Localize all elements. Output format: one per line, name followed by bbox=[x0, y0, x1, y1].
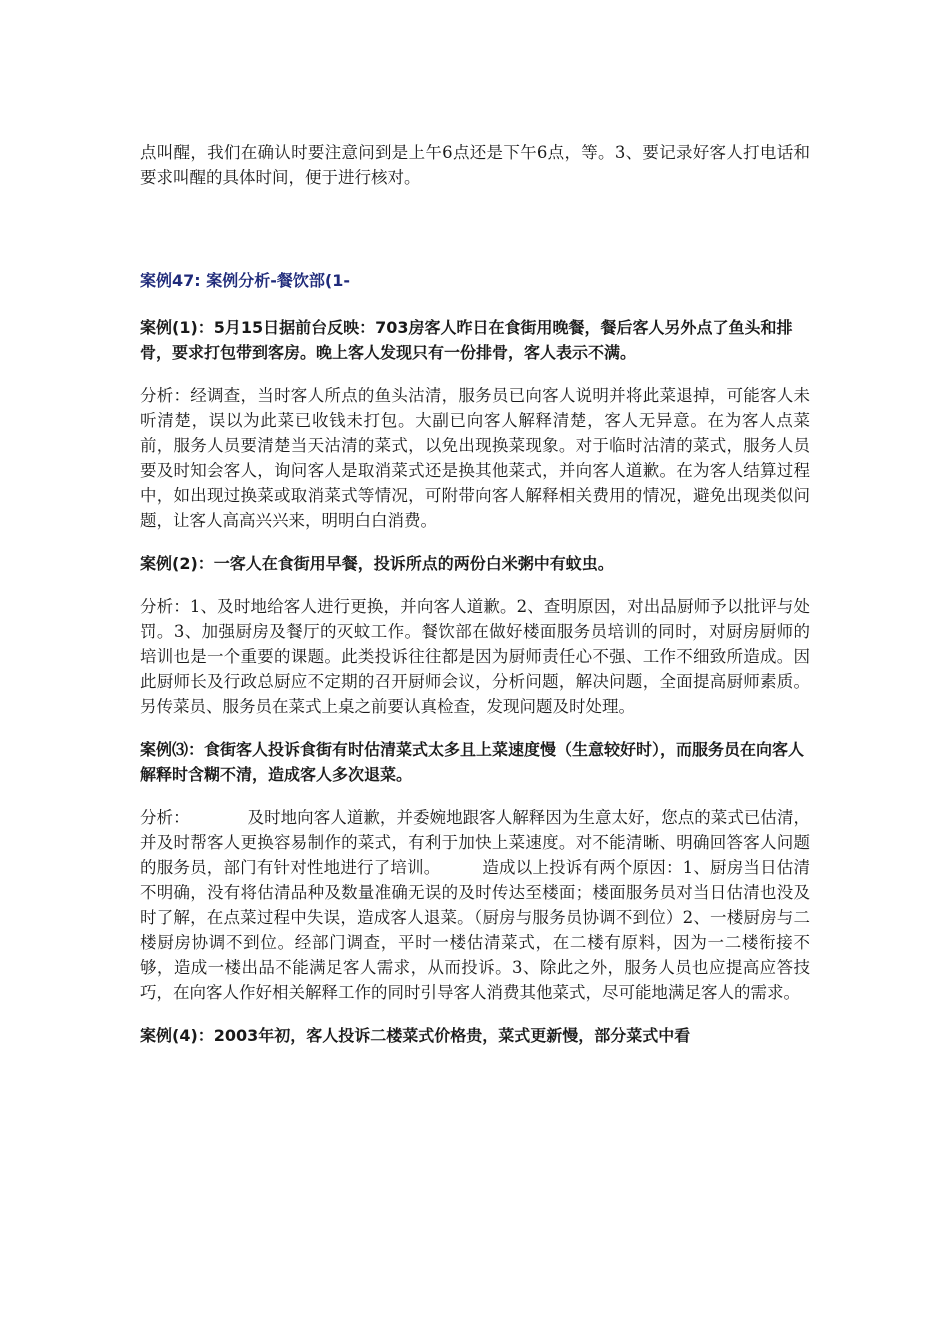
continued-paragraph: 点叫醒，我们在确认时要注意问到是上午6点还是下午6点，等。3、要记录好客人打电话和要求叫醒的具体时间，便于进行核对。 bbox=[140, 143, 810, 187]
case-4-heading: 案例(4)：2003年初，客人投诉二楼菜式价格贵，菜式更新慢，部分菜式中看 bbox=[140, 1026, 691, 1045]
case-1-analysis: 分析：经调查，当时客人所点的鱼头沽清，服务员已向客人说明并将此菜退掉，可能客人未听清楚，误以为此菜已收钱未打包。大副已向客人解释清楚，客人无异意。在为客人点菜前，服务人员要清楚当天沽清的菜式，以免出现换菜现象。对于临时沽清的菜式，服务人员要及时知会客人，询问客人是取消菜式还是换其他菜式，并向客人道歉。在为客人结算过程中，如出现过换菜或取消菜式等情况，可附带向客人解释相关费用的情况，避免出现类似问题，让客人高高兴兴来，明明白白消费。 bbox=[140, 386, 810, 530]
document-page bbox=[140, 140, 810, 1048]
case-2-heading: 案例(2)：一客人在食街用早餐，投诉所点的两份白米粥中有蚊虫。 bbox=[140, 554, 614, 573]
section-title: 案例47: 案例分析-餐饮部(1- bbox=[140, 271, 350, 290]
case-2-analysis: 分析：1、及时地给客人进行更换，并向客人道歉。2、查明原因，对出品厨师予以批评与处罚。3、加强厨房及餐厅的灭蚊工作。餐饮部在做好楼面服务员培训的同时，对厨房厨师的培训也是一个重要的课题。此类投诉往往都是因为厨师责任心不强、工作不细致所造成。因此厨师长及行政总厨应不定期的召开厨师会议，分析问题，解决问题，全面提高厨师素质。另传菜员、服务员在菜式上桌之前要认真检查，发现问题及时处理。 bbox=[140, 597, 810, 716]
case-3-analysis: 分析： 及时地向客人道歉，并委婉地跟客人解释因为生意太好，您点的菜式已估清，并及时帮客人更换容易制作的菜式，有利于加快上菜速度。对不能清晰、明确回答客人问题的服务员，部门有针对性地进行了培训。 造成以上投诉有两个原因：1、厨房当日估清不明确，没有将估清品种及数量准确无误的及时传达至楼面；楼面服务员对当日估清也没及时了解，在点菜过程中失误，造成客人退菜。（厨房与服务员协调不到位）2、一楼厨房与二楼厨房协调不到位。经部门调查，平时一楼估清菜式，在二楼有原料，因为一二楼衔接不够，造成一楼出品不能满足客人需求，从而投诉。3、除此之外，服务人员也应提高应答技巧，在向客人作好相关解释工作的同时引导客人消费其他菜式，尽可能地满足客人的需求。 bbox=[140, 808, 810, 1002]
case-3-heading: 案例⑶：食街客人投诉食街有时估清菜式太多且上菜速度慢（生意较好时），而服务员在向客人解释时含糊不清，造成客人多次退菜。 bbox=[140, 740, 805, 784]
case-1-heading: 案例(1)：5月15日据前台反映：703房客人昨日在食街用晚餐，餐后客人另外点了鱼头和排骨，要求打包带到客房。晚上客人发现只有一份排骨，客人表示不满。 bbox=[140, 318, 793, 362]
